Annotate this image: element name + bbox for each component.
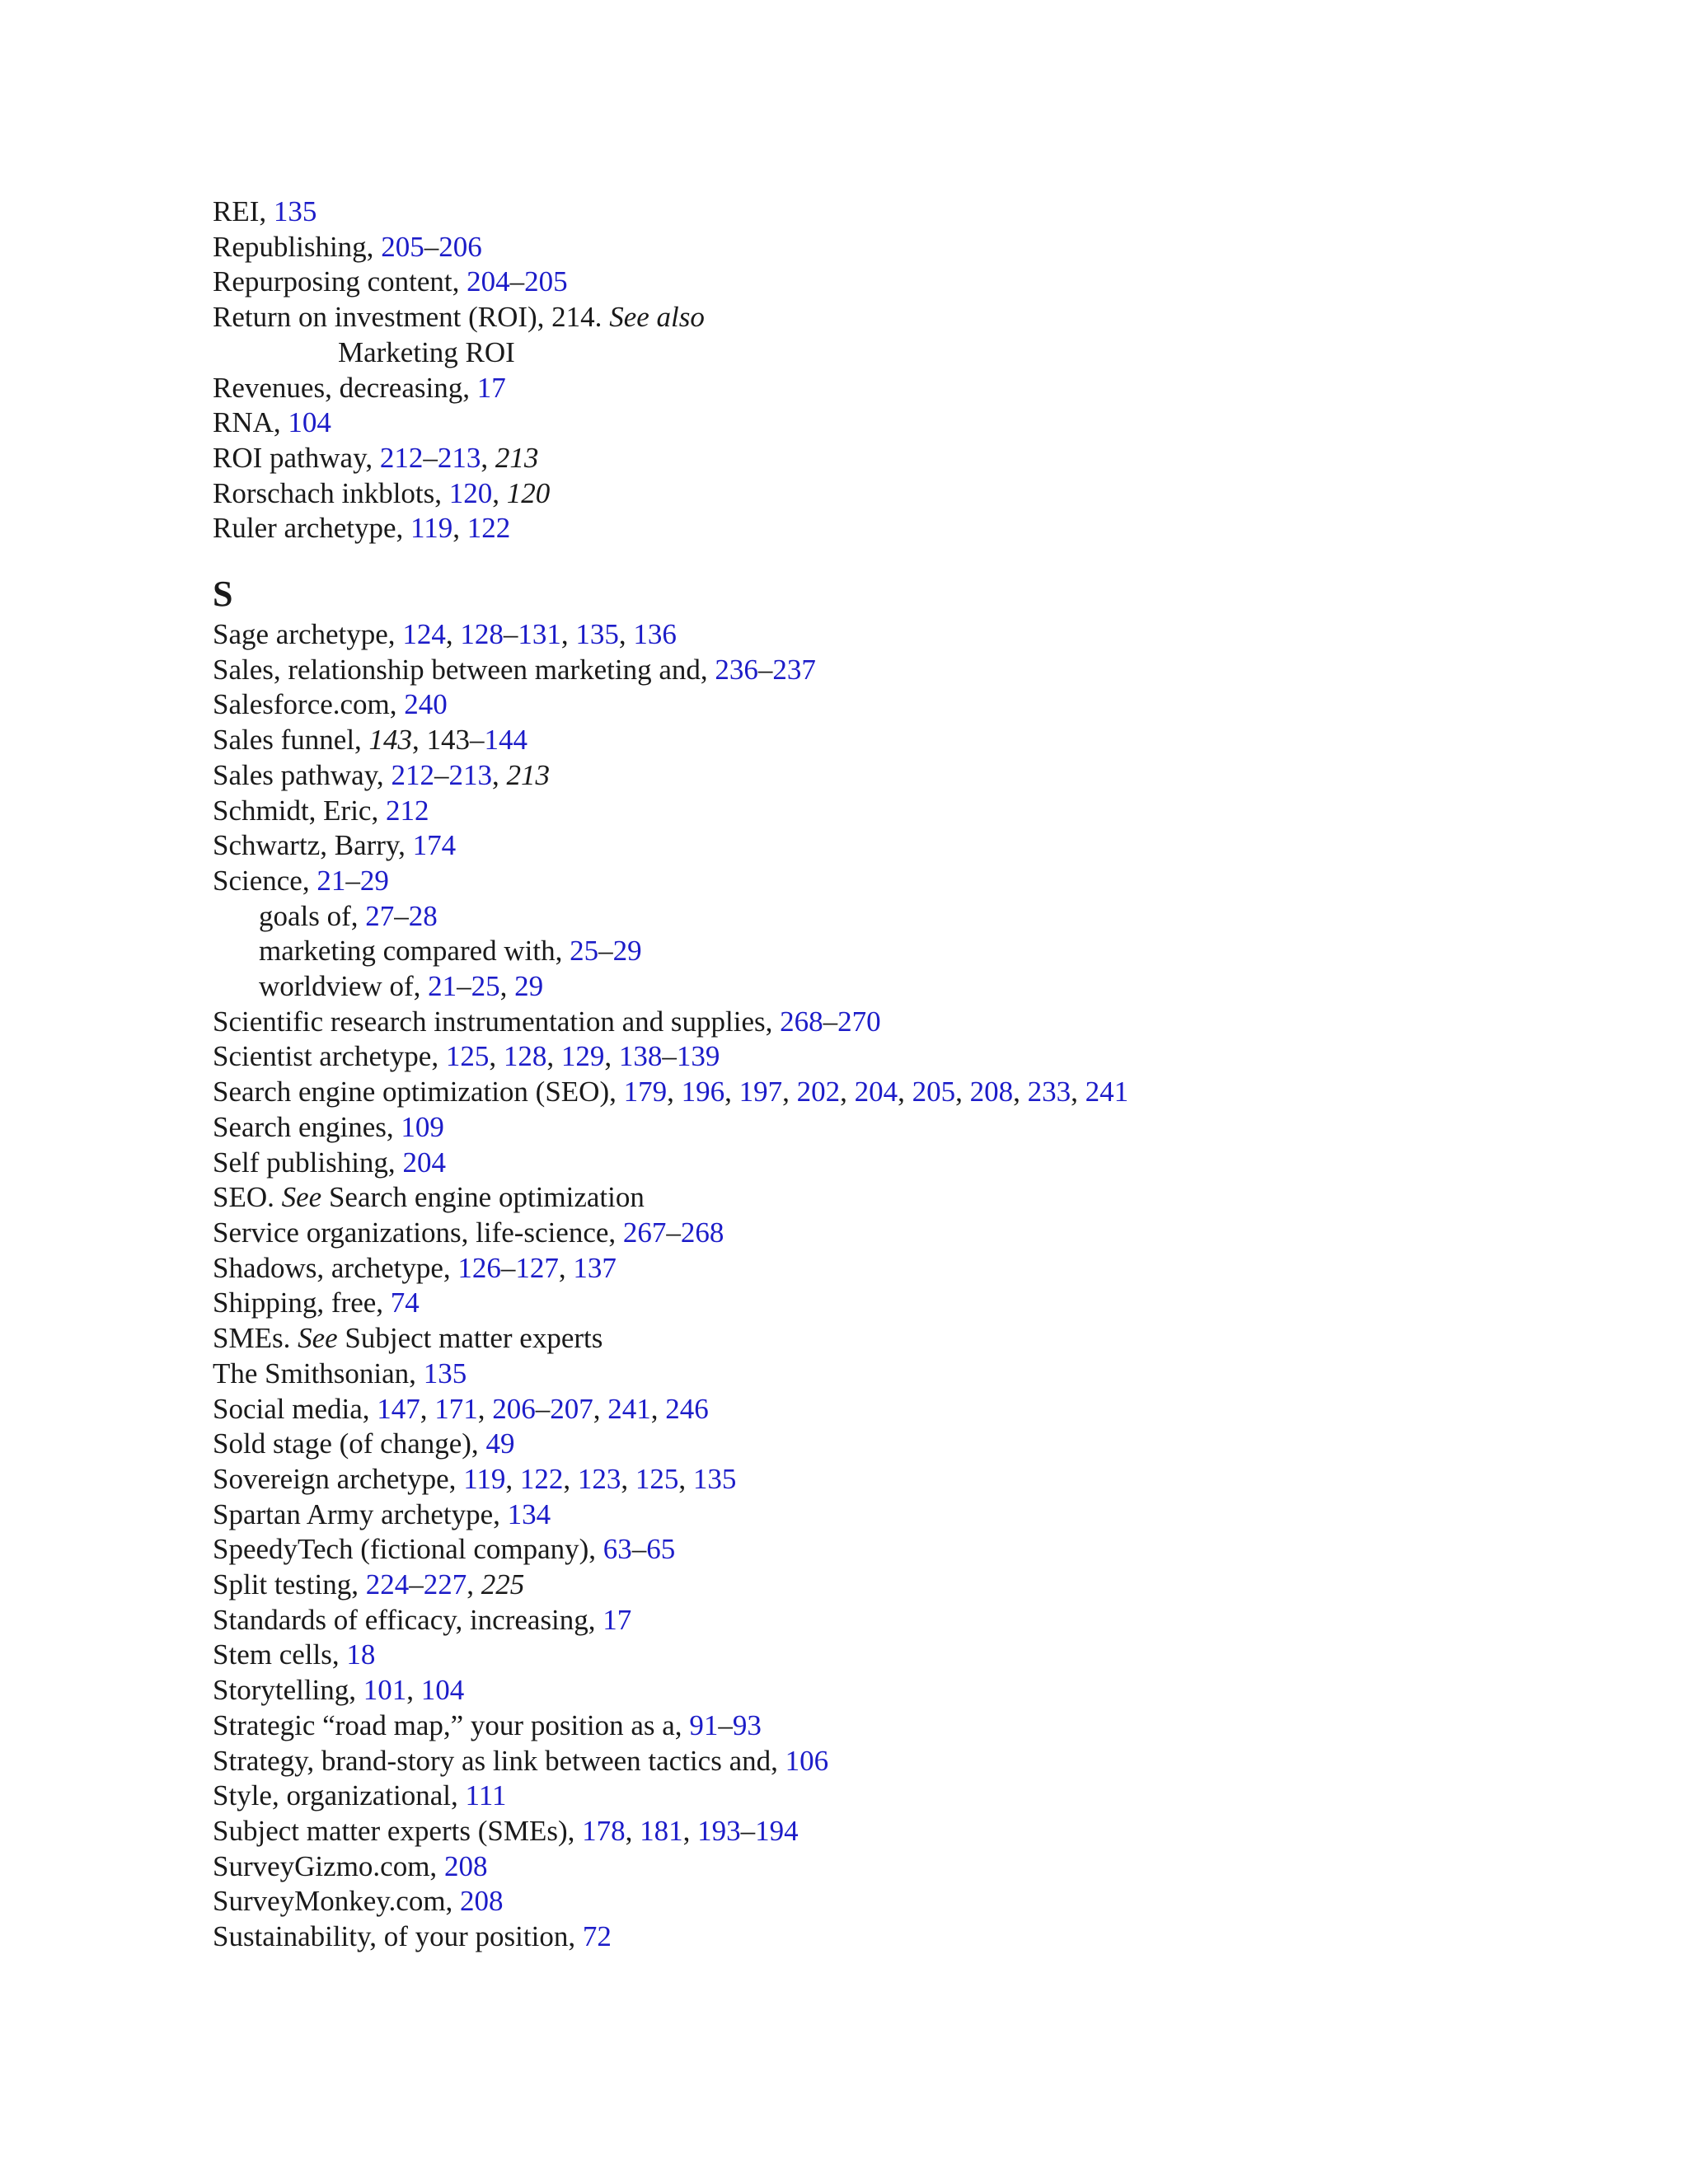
entry-text: – — [457, 970, 471, 1003]
page-reference-link[interactable]: 267 — [622, 1216, 667, 1249]
index-entry — [213, 1075, 1614, 1110]
entry-text: marketing compared with, — [259, 935, 570, 968]
page-reference-link[interactable]: 147 — [377, 1392, 420, 1425]
page-reference-link[interactable]: 63 — [603, 1533, 632, 1566]
entry-text: – — [434, 758, 449, 791]
entry-text: , — [621, 1462, 635, 1495]
entry-text: , — [481, 441, 495, 474]
page-reference-link[interactable]: 49 — [485, 1427, 515, 1460]
page-reference-link[interactable]: 25 — [471, 970, 500, 1003]
page-reference-link[interactable]: 241 — [1085, 1076, 1129, 1108]
index-entry — [213, 1180, 1614, 1216]
entry-text: Sales pathway, — [213, 758, 392, 791]
entry-text: , — [505, 1462, 520, 1495]
entry-text: , — [467, 1568, 481, 1601]
page-reference-link[interactable]: 240 — [404, 688, 448, 721]
entry-text: Sustainability, of your position, — [213, 1920, 583, 1953]
index-entry — [213, 511, 1614, 546]
entry-text: , — [558, 1251, 574, 1284]
entry-text: – — [823, 1005, 838, 1038]
entry-text: , — [563, 1462, 578, 1495]
entry-text: Strategy, brand-story as link between tactics and, — [213, 1744, 785, 1777]
page-reference-link[interactable]: 212 — [385, 794, 429, 827]
index-entry — [213, 1005, 1614, 1040]
entry-text: – — [394, 899, 409, 932]
entry-text: SurveyGizmo.com, — [213, 1849, 444, 1882]
entry-text: – — [666, 1216, 681, 1249]
index-entry — [213, 1884, 1614, 1919]
entry-text: SpeedyTech (fictional company), — [213, 1533, 603, 1566]
page-reference-link[interactable]: 29 — [612, 935, 642, 968]
page-reference-link[interactable]: 137 — [573, 1251, 617, 1284]
index-entry — [213, 1603, 1614, 1638]
page-reference-link[interactable]: 205 — [912, 1076, 956, 1108]
page-reference-link[interactable]: 124 — [402, 618, 446, 651]
index-entry — [213, 1673, 1614, 1708]
entry-text: , — [477, 1392, 493, 1425]
page-reference-link[interactable]: 206 — [438, 230, 482, 263]
page-reference-link[interactable]: 106 — [785, 1744, 829, 1777]
entry-text: Sales funnel, — [213, 724, 369, 757]
entry-text: , — [955, 1076, 970, 1108]
entry-text: Search engine optimization — [321, 1181, 645, 1214]
page-reference-link[interactable]: 208 — [969, 1076, 1014, 1108]
page-reference-link[interactable]: 21 — [316, 864, 346, 897]
index-entry — [213, 1919, 1614, 1955]
page-reference-link[interactable]: 29 — [359, 864, 389, 897]
page-reference-link[interactable]: 139 — [676, 1040, 720, 1073]
entry-text: , — [492, 476, 507, 509]
entry-text: , — [499, 970, 515, 1003]
index-entry — [213, 1146, 1614, 1181]
page-reference-link[interactable]: 268 — [680, 1216, 724, 1249]
index-entry — [213, 441, 1614, 476]
index-entry — [213, 405, 1614, 441]
entry-text: – — [535, 1392, 551, 1425]
section-letter-heading: S — [213, 574, 233, 615]
page-reference-link[interactable]: 129 — [560, 1040, 605, 1073]
page-reference-link[interactable]: 135 — [575, 618, 619, 651]
index-page — [213, 194, 1614, 1955]
page-reference-link[interactable]: 119 — [463, 1462, 506, 1495]
page-reference-link[interactable]: 212 — [379, 441, 424, 474]
page-reference-link[interactable]: 138 — [618, 1040, 663, 1073]
index-entry — [213, 1216, 1614, 1251]
entry-text: Sage archetype, — [213, 618, 403, 651]
entry-text: Republishing, — [213, 230, 382, 263]
page-reference-link[interactable]: 207 — [550, 1392, 593, 1425]
page-reference-link[interactable]: 17 — [476, 371, 506, 404]
entry-text: Sold stage (of change), — [213, 1427, 486, 1460]
index-entry — [213, 617, 1614, 653]
index-entry — [213, 265, 1614, 300]
entry-text: Style, organizational, — [213, 1779, 466, 1812]
index-entry — [213, 1744, 1614, 1779]
index-entry — [213, 828, 1614, 864]
entry-text: Sales, relationship between marketing and, — [213, 653, 715, 686]
index-entry — [213, 1110, 1614, 1146]
page-reference-link[interactable]: 144 — [484, 724, 528, 757]
entry-text: , — [593, 1392, 608, 1425]
index-entry — [213, 1638, 1614, 1673]
page-reference-link[interactable]: 135 — [692, 1462, 737, 1495]
entry-text: , — [898, 1076, 912, 1108]
entry-text: Return on investment (ROI), 214. — [213, 301, 610, 334]
index-entry — [213, 864, 1614, 899]
index-entry — [213, 1039, 1614, 1075]
entry-text: ROI pathway, — [213, 441, 380, 474]
page-reference-link[interactable]: 270 — [837, 1005, 881, 1038]
page-reference-link[interactable]: 181 — [640, 1814, 683, 1847]
index-entry — [213, 1497, 1614, 1533]
entry-text: REI, — [213, 195, 274, 227]
page-reference-link[interactable]: 241 — [607, 1392, 651, 1425]
page-reference-link[interactable]: 122 — [519, 1462, 564, 1495]
entry-text: Scientific research instrumentation and supplies, — [213, 1005, 781, 1038]
page-reference-link[interactable]: 123 — [577, 1462, 621, 1495]
index-entry — [213, 723, 1614, 758]
entry-text: – — [424, 230, 439, 263]
entry-text: , — [782, 1076, 797, 1108]
entry-text: , 143– — [412, 724, 485, 757]
index-subentry — [213, 899, 1614, 935]
entry-text: , — [1071, 1076, 1085, 1108]
italic-text: 225 — [481, 1568, 525, 1601]
entry-text: , — [1013, 1076, 1028, 1108]
page-reference-link[interactable]: 196 — [681, 1076, 725, 1108]
entry-text: , — [406, 1674, 421, 1707]
index-subentry — [213, 934, 1614, 969]
index-section — [213, 194, 1614, 546]
page-reference-link[interactable]: 205 — [381, 230, 424, 263]
entry-text: – — [409, 1568, 424, 1601]
entry-continuation: Marketing ROI — [338, 335, 515, 368]
page-reference-link[interactable]: 120 — [448, 476, 493, 509]
index-section — [213, 574, 1614, 1955]
page-reference-link[interactable]: 134 — [507, 1497, 551, 1530]
page-reference-link[interactable]: 178 — [582, 1814, 626, 1847]
page-reference-link[interactable]: 268 — [780, 1005, 823, 1038]
italic-text: 213 — [495, 441, 539, 474]
entry-text: – — [509, 265, 525, 298]
page-reference-link[interactable]: 212 — [391, 758, 434, 791]
page-reference-link[interactable]: 128 — [460, 618, 504, 651]
page-reference-link[interactable]: 179 — [623, 1076, 668, 1108]
entry-text: goals of, — [259, 899, 366, 932]
page-reference-link[interactable]: 204 — [854, 1076, 898, 1108]
italic-text: See also — [609, 301, 705, 334]
index-entry — [213, 1392, 1614, 1427]
page-reference-link[interactable]: 193 — [697, 1814, 741, 1847]
entry-text: Scientist archetype, — [213, 1040, 446, 1073]
index-entry — [213, 194, 1614, 230]
entry-text: Subject matter experts (SMEs), — [213, 1814, 583, 1847]
entry-text: Ruler archetype, — [213, 512, 411, 545]
page-reference-link[interactable]: 204 — [467, 265, 510, 298]
entry-text: Spartan Army archetype, — [213, 1497, 508, 1530]
page-reference-link[interactable]: 125 — [635, 1462, 679, 1495]
entry-text: , — [546, 1040, 561, 1073]
page-reference-link[interactable]: 246 — [665, 1392, 709, 1425]
entry-text: , — [560, 618, 576, 651]
entry-text: SMEs. — [213, 1322, 298, 1355]
entry-text: Sovereign archetype, — [213, 1462, 464, 1495]
index-entry — [213, 1532, 1614, 1568]
page-reference-link[interactable]: 72 — [582, 1920, 612, 1953]
page-reference-link[interactable]: 208 — [443, 1849, 488, 1882]
page-reference-link[interactable]: 17 — [603, 1603, 632, 1636]
entry-text: Service organizations, life-science, — [213, 1216, 623, 1249]
entry-text: – — [598, 935, 613, 968]
entry-text: , — [650, 1392, 666, 1425]
page-reference-link[interactable]: 171 — [434, 1392, 478, 1425]
entry-text: Strategic “road map,” your position as a, — [213, 1708, 690, 1741]
entry-text: Social media, — [213, 1392, 377, 1425]
page-reference-link[interactable]: 91 — [689, 1708, 719, 1741]
entry-text: Split testing, — [213, 1568, 366, 1601]
entry-text: worldview of, — [259, 970, 429, 1003]
entry-text: , — [625, 1814, 640, 1847]
entry-text: Repurposing content, — [213, 265, 467, 298]
page-reference-link[interactable]: 128 — [503, 1040, 547, 1073]
page-reference-link[interactable]: 208 — [460, 1885, 504, 1918]
page-reference-link[interactable]: 65 — [646, 1533, 676, 1566]
entry-text: Subject matter experts — [337, 1322, 603, 1355]
entry-text: , — [724, 1076, 739, 1108]
page-reference-link[interactable]: 74 — [390, 1286, 420, 1319]
entry-text: – — [757, 653, 773, 686]
page-reference-link[interactable]: 104 — [288, 406, 331, 439]
page-reference-link[interactable]: 224 — [365, 1568, 410, 1601]
entry-text: Search engines, — [213, 1110, 401, 1143]
entry-text: The Smithsonian, — [213, 1357, 424, 1390]
entry-text: , — [682, 1814, 698, 1847]
page-reference-link[interactable]: 136 — [633, 618, 677, 651]
page-reference-link[interactable]: 25 — [570, 935, 599, 968]
index-entry — [213, 1814, 1614, 1849]
entry-text: Schwartz, Barry, — [213, 829, 413, 862]
index-subentry — [213, 969, 1614, 1005]
index-entry — [213, 371, 1614, 406]
page-reference-link[interactable]: 135 — [273, 195, 317, 227]
index-entry — [213, 230, 1614, 265]
page-reference-link[interactable]: 233 — [1027, 1076, 1071, 1108]
entry-text: Stem cells, — [213, 1638, 347, 1671]
entry-text: Standards of efficacy, increasing, — [213, 1603, 603, 1636]
entry-text: Salesforce.com, — [213, 688, 405, 721]
entry-text: , — [445, 618, 461, 651]
index-entry — [213, 476, 1614, 512]
page-reference-link[interactable]: 204 — [402, 1146, 446, 1179]
page-reference-link[interactable]: 125 — [445, 1040, 490, 1073]
entry-text: – — [631, 1533, 647, 1566]
entry-text: , — [489, 1040, 504, 1073]
entry-text: Rorschach inkblots, — [213, 476, 449, 509]
italic-text: See — [281, 1181, 322, 1214]
page-reference-link[interactable]: 205 — [524, 265, 568, 298]
index-entry — [213, 1462, 1614, 1497]
page-reference-link[interactable]: 18 — [346, 1638, 376, 1671]
page-reference-link[interactable]: 213 — [437, 441, 481, 474]
entry-text: SurveyMonkey.com, — [213, 1885, 461, 1918]
entry-text: , — [667, 1076, 682, 1108]
entry-text: , — [452, 512, 467, 545]
entry-text: SEO. — [213, 1181, 282, 1214]
entry-text: – — [500, 1251, 516, 1284]
index-entry — [213, 1849, 1614, 1885]
entry-text: Schmidt, Eric, — [213, 794, 386, 827]
page-reference-link[interactable]: 29 — [514, 970, 544, 1003]
entry-text: , — [678, 1462, 693, 1495]
page-reference-link[interactable]: 174 — [412, 829, 457, 862]
page-reference-link[interactable]: 213 — [448, 758, 492, 791]
page-reference-link[interactable]: 101 — [363, 1674, 407, 1707]
page-reference-link[interactable]: 122 — [467, 512, 511, 545]
index-entry — [213, 1779, 1614, 1814]
index-entry — [213, 687, 1614, 723]
index-entry — [213, 1357, 1614, 1392]
page-reference-link[interactable]: 109 — [401, 1110, 444, 1143]
entry-text: Storytelling, — [213, 1674, 363, 1707]
index-entry — [213, 1568, 1614, 1603]
entry-text: – — [423, 441, 438, 474]
entry-text: Shipping, free, — [213, 1286, 391, 1319]
page-reference-link[interactable]: 126 — [457, 1251, 501, 1284]
page-reference-link[interactable]: 131 — [518, 618, 561, 651]
page-reference-link[interactable]: 119 — [410, 512, 453, 545]
index-entry — [213, 1708, 1614, 1744]
page-reference-link[interactable]: 111 — [465, 1779, 507, 1812]
entry-text: , — [604, 1040, 619, 1073]
italic-text: 213 — [506, 758, 550, 791]
page-reference-link[interactable]: 135 — [423, 1357, 467, 1390]
entry-text: , — [491, 758, 507, 791]
index-entry — [213, 1251, 1614, 1286]
page-reference-link[interactable]: 194 — [755, 1814, 799, 1847]
index-entry — [213, 1286, 1614, 1321]
page-reference-link[interactable]: 202 — [796, 1076, 841, 1108]
page-reference-link[interactable]: 127 — [515, 1251, 559, 1284]
entry-text: Revenues, decreasing, — [213, 371, 477, 404]
index-entry — [213, 653, 1614, 688]
page-reference-link[interactable]: 197 — [738, 1076, 783, 1108]
page-reference-link[interactable]: 236 — [715, 653, 758, 686]
entry-text: Search engine optimization (SEO), — [213, 1076, 624, 1108]
page-reference-link[interactable]: 28 — [408, 899, 438, 932]
entry-text: RNA, — [213, 406, 288, 439]
page-reference-link[interactable]: 227 — [423, 1568, 467, 1601]
entry-text: , — [420, 1392, 435, 1425]
page-reference-link[interactable]: 21 — [428, 970, 457, 1003]
index-entry — [213, 300, 1614, 370]
page-reference-link[interactable]: 93 — [732, 1708, 762, 1741]
index-entry — [213, 758, 1614, 794]
entry-text: Self publishing, — [213, 1146, 403, 1179]
entry-text: Science, — [213, 864, 317, 897]
entry-text: – — [662, 1040, 677, 1073]
index-entry — [213, 794, 1614, 829]
entry-text: , — [840, 1076, 855, 1108]
entry-text: – — [345, 864, 360, 897]
entry-text: Shadows, archetype, — [213, 1251, 458, 1284]
page-reference-link[interactable]: 237 — [772, 653, 816, 686]
entry-text: – — [718, 1708, 733, 1741]
index-entry — [213, 1427, 1614, 1462]
italic-text: 143 — [368, 724, 413, 757]
italic-text: 120 — [506, 476, 551, 509]
italic-text: See — [298, 1322, 338, 1355]
entry-text: – — [503, 618, 518, 651]
entry-text: , — [618, 618, 634, 651]
page-reference-link[interactable]: 27 — [365, 899, 395, 932]
index-entry — [213, 1321, 1614, 1357]
entry-text: – — [740, 1814, 756, 1847]
page-reference-link[interactable]: 104 — [420, 1674, 465, 1707]
page-reference-link[interactable]: 206 — [492, 1392, 536, 1425]
